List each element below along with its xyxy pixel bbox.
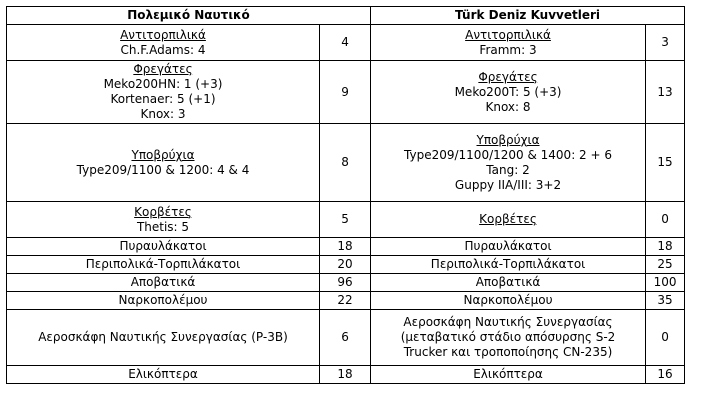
category-label: Υποβρύχια (476, 132, 540, 147)
turkey-vessel-cell (371, 274, 646, 292)
greece-count-cell: 20 (320, 256, 371, 274)
turkey-count-cell: 35 (646, 292, 685, 310)
vessel-line: Knox: 8 (485, 99, 531, 114)
greece-vessel-cell (7, 25, 320, 61)
greece-count-cell: 22 (320, 292, 371, 310)
greece-vessel-cell (7, 202, 320, 238)
greece-vessel-cell (7, 124, 320, 202)
vessel-line: Αεροσκάφη Ναυτικής Συνεργασίας (403, 315, 613, 329)
turkey-vessel-cell (371, 202, 646, 238)
turkey-count-cell: 0 (646, 202, 685, 238)
greece-vessel-cell (7, 256, 320, 274)
greece-vessel-cell (7, 292, 320, 310)
table-row (7, 238, 685, 256)
table-row (7, 124, 685, 202)
greece-count-cell: 6 (320, 310, 371, 366)
table-row (7, 292, 685, 310)
vessel-line: Type209/1100 & 1200: 4 & 4 (76, 162, 250, 177)
vessel-line: Meko200T: 5 (+3) (454, 84, 562, 99)
vessel-line: Ελικόπτερα (473, 367, 543, 381)
vessel-line: Ch.F.Adams: 4 (120, 42, 206, 57)
vessel-line: Αποβατικά (130, 275, 196, 289)
category-label: Υποβρύχια (131, 147, 195, 162)
category-label: Κορβέτες (479, 212, 537, 226)
header-row (7, 7, 685, 25)
greece-count-cell: 18 (320, 238, 371, 256)
vessel-line: Αεροσκάφη Ναυτικής Συνεργασίας (P-3B) (38, 330, 288, 344)
greece-vessel-cell (7, 61, 320, 124)
greece-vessel-cell (7, 274, 320, 292)
greece-count-cell: 9 (320, 61, 371, 124)
category-label: Αντιτορπιλικά (120, 27, 206, 42)
turkey-vessel-cell (371, 310, 646, 366)
vessel-line: Framm: 3 (479, 42, 537, 57)
turkey-count-cell: 16 (646, 366, 685, 384)
turkey-vessel-cell (371, 292, 646, 310)
vessel-line: Guppy IIA/III: 3+2 (454, 177, 562, 192)
greece-vessel-cell (7, 238, 320, 256)
category-label: Κορβέτες (134, 204, 192, 219)
turkey-vessel-cell (371, 124, 646, 202)
vessel-line: Type209/1100/1200 & 1400: 2 + 6 (404, 147, 612, 162)
turkey-vessel-cell (371, 256, 646, 274)
vessel-line: Περιπολικά-Τορπιλάκατοι (430, 257, 586, 271)
vessel-line: Ελικόπτερα (128, 367, 198, 381)
vessel-line: Πυραυλάκατοι (119, 239, 207, 253)
category-label: Φρεγάτες (478, 69, 538, 84)
turkey-vessel-cell (371, 61, 646, 124)
category-label: Φρεγάτες (133, 62, 193, 76)
greece-count-cell: 8 (320, 124, 371, 202)
vessel-line: Ναρκοπολέμου (463, 293, 553, 307)
turkey-count-cell: 15 (646, 124, 685, 202)
vessel-line: Ναρκοπολέμου (118, 293, 208, 307)
greece-count-cell: 96 (320, 274, 371, 292)
turkey-vessel-cell (371, 366, 646, 384)
turkey-count-cell: 25 (646, 256, 685, 274)
turkey-header: Türk Deniz Kuvvetleri (371, 7, 685, 25)
vessel-line: Kortenaer: 5 (+1) (110, 92, 216, 106)
greece-vessel-cell (7, 366, 320, 384)
greece-vessel-cell (7, 310, 320, 366)
turkey-count-cell: 100 (646, 274, 685, 292)
table-row (7, 366, 685, 384)
turkey-vessel-cell (371, 238, 646, 256)
table-row (7, 310, 685, 366)
category-label: Αντιτορπιλικά (465, 27, 551, 42)
vessel-line: Knox: 3 (140, 107, 186, 121)
table-row (7, 274, 685, 292)
vessel-line: Tang: 2 (486, 162, 530, 177)
table-row (7, 256, 685, 274)
table-row (7, 25, 685, 61)
greece-count-cell: 18 (320, 366, 371, 384)
vessel-line: (μεταβατικό στάδιο απόσυρσης S-2 (400, 330, 616, 344)
turkey-vessel-cell (371, 25, 646, 61)
vessel-line: Αποβατικά (475, 275, 541, 289)
greece-count-cell: 5 (320, 202, 371, 238)
turkey-count-cell: 18 (646, 238, 685, 256)
table-body (7, 25, 685, 384)
table-row (7, 202, 685, 238)
vessel-line: Thetis: 5 (136, 219, 190, 234)
table-row (7, 61, 685, 124)
vessel-line: Meko200HN: 1 (+3) (103, 77, 223, 91)
greece-count-cell: 4 (320, 25, 371, 61)
vessel-line: Περιπολικά-Τορπιλάκατοι (85, 257, 241, 271)
greece-header: Πολεμικό Ναυτικό (7, 7, 371, 25)
vessel-line: Trucker και τροποποίησης CN-235) (403, 345, 613, 359)
vessel-line: Πυραυλάκατοι (464, 239, 552, 253)
turkey-count-cell: 0 (646, 310, 685, 366)
naval-comparison-table (6, 6, 685, 384)
turkey-count-cell: 3 (646, 25, 685, 61)
turkey-count-cell: 13 (646, 61, 685, 124)
